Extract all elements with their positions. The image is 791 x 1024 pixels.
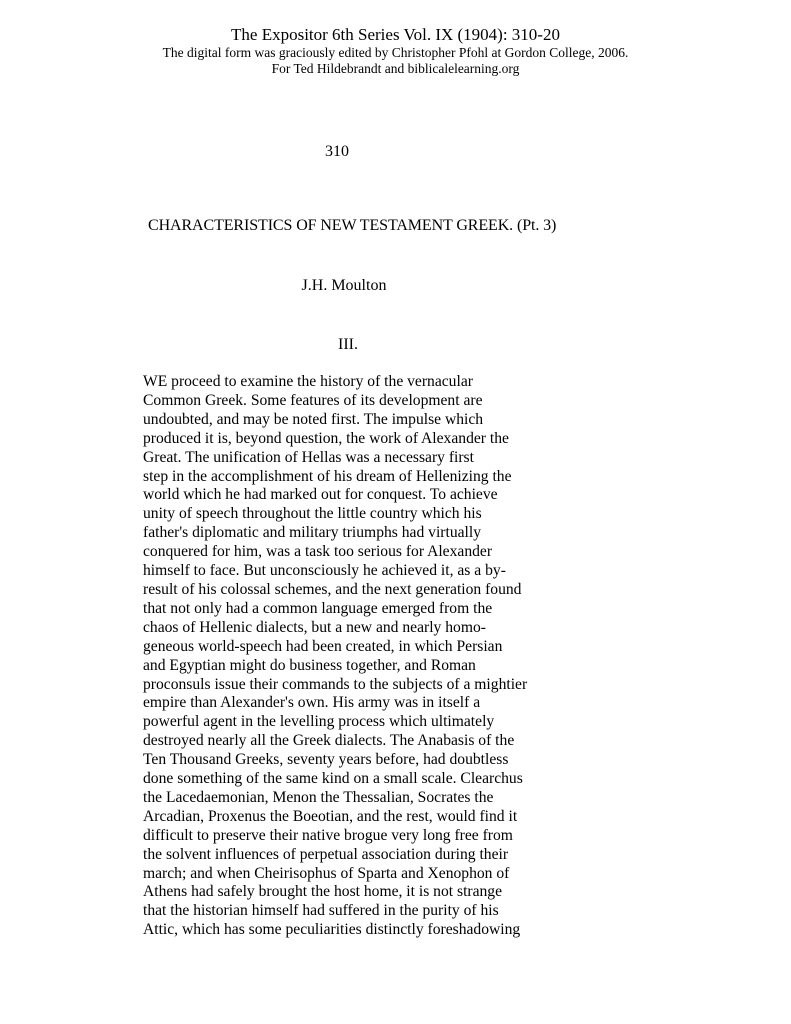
digitization-credit-dedication: For Ted Hildebrandt and biblicalelearning.org <box>271 61 520 76</box>
body-line: destroyed nearly all the Greek dialects. The Anabasis of the <box>143 732 515 750</box>
body-paragraph <box>143 373 563 940</box>
body-line: march; and when Cheirisophus of Sparta and Xenophon of <box>143 864 510 882</box>
body-line: empire than Alexander's own. His army was in itself a <box>143 694 481 712</box>
body-line: that the historian himself had suffered in the purity of his <box>143 902 499 920</box>
body-line: the solvent influences of perpetual association during their <box>143 845 509 863</box>
body-line: father's diplomatic and military triumphs had virtually <box>143 524 481 542</box>
page-number: 310 <box>325 143 349 160</box>
body-line: unity of speech throughout the little country which his <box>143 505 482 523</box>
body-line: produced it is, beyond question, the work of Alexander the <box>143 429 509 447</box>
body-line: conquered for him, was a task too serious for Alexander <box>143 543 493 561</box>
body-line: powerful agent in the levelling process which ultimately <box>143 713 495 731</box>
body-line: Attic, which has some peculiarities distinctly foreshadowing <box>143 921 521 939</box>
body-line: and Egyptian might do business together, and Roman <box>143 656 476 674</box>
body-line: step in the accomplishment of his dream of Hellenizing the <box>143 467 512 485</box>
body-line: Great. The unification of Hellas was a necessary first <box>143 448 474 466</box>
body-line: proconsuls issue their commands to the subjects of a mightier <box>143 675 528 693</box>
body-line: difficult to preserve their native brogue very long free from <box>143 826 513 844</box>
body-line: Athens had safely brought the host home, it is not strange <box>143 883 503 901</box>
body-line: Ten Thousand Greeks, seventy years before, had doubtless <box>143 751 509 769</box>
article-author: J.H. Moulton <box>301 277 387 294</box>
body-line: world which he had marked out for conquest. To achieve <box>143 486 498 504</box>
body-line: chaos of Hellenic dialects, but a new and nearly homo- <box>143 618 486 636</box>
body-line: Common Greek. Some features of its development are <box>143 391 483 409</box>
body-line: Arcadian, Proxenus the Boeotian, and the rest, would find it <box>143 807 518 825</box>
digitization-credit: The digital form was graciously edited by Christopher Pfohl at Gordon College, 2006. <box>162 45 629 60</box>
article-title: CHARACTERISTICS OF NEW TESTAMENT GREEK. (Pt. 3) <box>148 217 557 234</box>
body-line: WE proceed to examine the history of the vernacular <box>143 373 473 390</box>
body-line: done something of the same kind on a small scale. Clearchus <box>143 770 523 788</box>
section-heading: III. <box>338 336 358 353</box>
body-line: geneous world-speech had been created, in which Persian <box>143 637 503 655</box>
body-line: himself to face. But unconsciously he achieved it, as a by- <box>143 562 506 580</box>
body-line: result of his colossal schemes, and the next generation found <box>143 580 522 598</box>
source-citation: The Expositor 6th Series Vol. IX (1904): 310-20 <box>231 25 560 44</box>
body-line: the Lacedaemonian, Menon the Thessalian, Socrates the <box>143 788 494 806</box>
body-line: undoubted, and may be noted first. The impulse which <box>143 410 484 428</box>
body-line: that not only had a common language emerged from the <box>143 599 493 617</box>
